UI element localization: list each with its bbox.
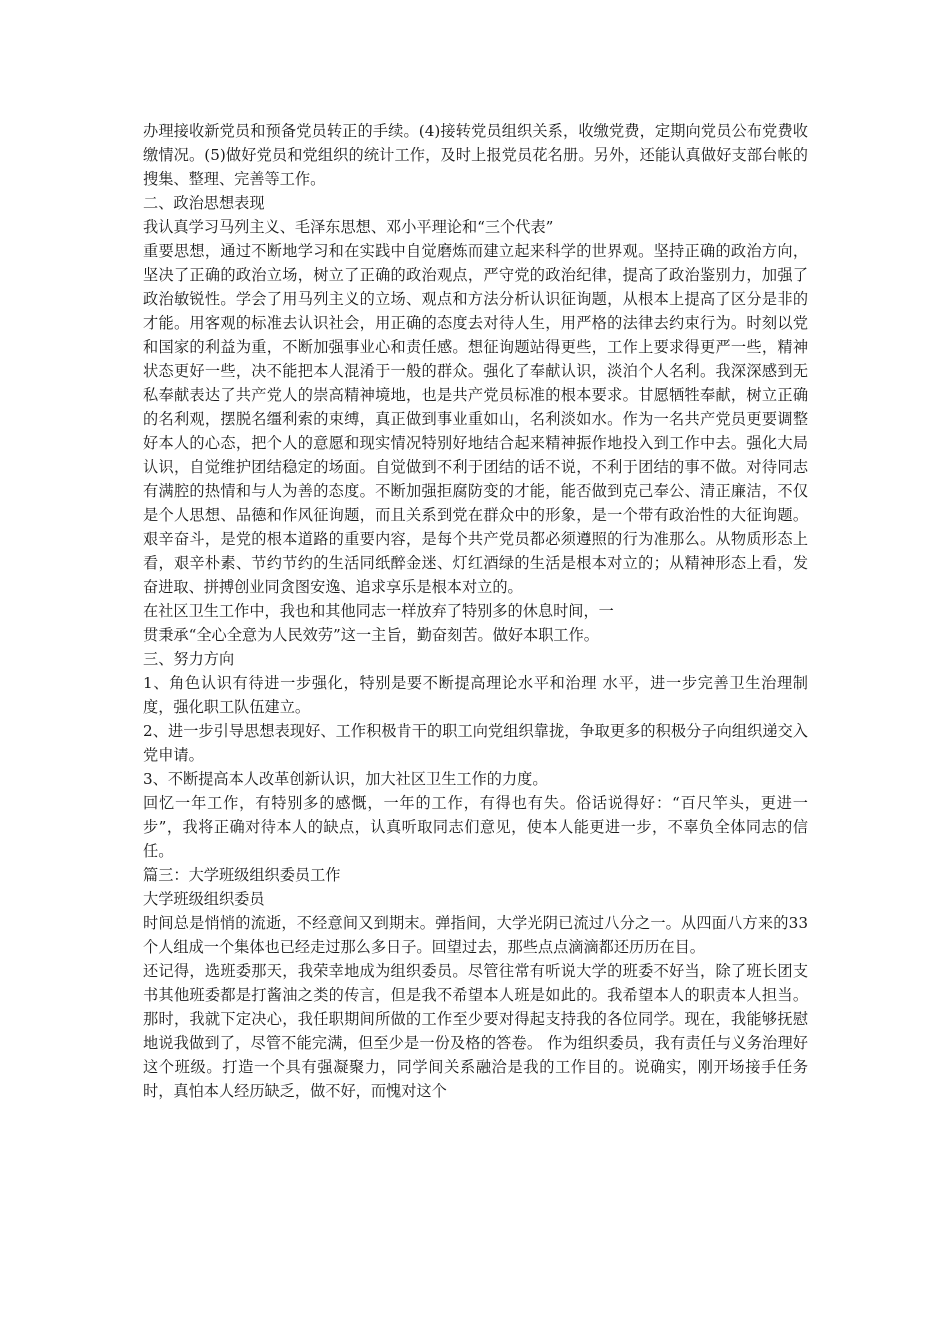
paragraph-community-health-intro: 在社区卫生工作中，我也和其他同志一样放弃了特别多的休息时间，一	[143, 602, 614, 620]
heading-political-thought: 二、政治思想表现	[143, 194, 265, 212]
paragraph-political-thought-body: 重要思想，通过不断地学习和在实践中自觉磨炼而建立起来科学的世界观。坚持正确的政治方向，坚决了正确的政治立场，树立了正确的政治观点，严守党的政治纪律，提高了政治鉴别力，加强了政治敏锐性。学会了用马列主义的立场、观点和方法分析认识征询题，从根本上提高了区分是非的才能。用客观的标准去认识社会，用正确的态度去对待人生，用严格的法律去约束行为。时刻以党和国家的利益为重，不断加强事业心和责任感。想征询题站得更些，工作上要求得更严一些，精神状态更好一些，决不能把本人混淆于一般的群众。强化了奉献认识，淡泊个人名利。我深深感到无私奉献表达了共产党人的崇高精神境地，也是共产党员标准的根本要求。甘愿牺牲奉献，树立正确的名利观，摆脱名缰利索的束缚，真正做到事业重如山，名利淡如水。作为一名共产党员更要调整好本人的心态，把个人的意愿和现实情况特别好地结合起来精神振作地投入到工作中去。强化大局认识，自觉维护团结稳定的场面。自觉做到不利于团结的话不说，不利于团结的事不做。对待同志有满腔的热情和与人为善的态度。不断加强拒腐防变的才能，能否做到克己奉公、清正廉洁，不仅是个人思想、品德和作风征询题，而且关系到党在群众中的形象，是一个带有政治性的大征询题。艰辛奋斗，是党的根本道路的重要内容，是每个共产党员都必须遵照的行为准那么。从物质形态上看，艰辛朴素、节约节约的生活同纸醉金迷、灯红酒绿的生活是根本对立的；从精神形态上看，发奋进取、拼搏创业同贪图安逸、追求享乐是根本对立的。	[143, 242, 808, 596]
list-item-3: 3、不断提高本人改革创新认识，加大社区卫生工作的力度。	[143, 770, 548, 788]
list-item-1: 1、角色认识有待进一步强化，特别是要不断提高理论水平和治理 水平，进一步完善卫生治理制度，强化职工队伍建立。	[143, 674, 808, 716]
paragraph-year-review: 回忆一年工作，有特别多的感慨，一年的工作，有得也有失。俗话说得好：“百尺竿头，更进一步”，我将正确对待本人的缺点，认真听取同志们意见，使本人能更进一步，不辜负全体同志的信任。	[143, 794, 808, 860]
paragraph-study-theory-intro: 我认真学习马列主义、毛泽东思想、邓小平理论和“三个代表”	[143, 218, 554, 236]
list-item-2: 2、进一步引导思想表现好、工作积极肯干的职工向党组织靠拢，争取更多的积极分子向组织递交入党申请。	[143, 722, 808, 764]
paragraph-party-procedures: 办理接收新党员和预备党员转正的手续。(4)接转党员组织关系，收缴党费，定期向党员公布党费收缴情况。(5)做好党员和党组织的统计工作，及时上报党员花名册。另外，还能认真做好支部台帐的搜集、整理、完善等工作。	[143, 122, 808, 188]
heading-effort-direction: 三、努力方向	[143, 650, 235, 668]
paragraph-election-memory: 还记得，选班委那天，我荣幸地成为组织委员。尽管往常有听说大学的班委不好当，除了班长团支书其他班委都是打酱油之类的传言，但是我不希望本人班是如此的。我希望本人的职责本人担当。那时，我就下定决心，我任职期间所做的工作至少要对得起支持我的各位同学。现在，我能够抚慰地说我做到了，尽管不能完满，但至少是一份及格的答卷。 作为组织委员，我有责任与义务治理好这个班级。打造一个具有强凝聚力，同学间关系融洽是我的工作目的。说确实，刚开场接手任务时，真怕本人经历缺乏，做不好，而愧对这个	[143, 962, 808, 1100]
paragraph-community-health-cont: 贯秉承“全心全意为人民效劳”这一主旨，勤奋刻苦。做好本职工作。	[143, 626, 599, 644]
document-body	[143, 119, 808, 1103]
subheading-organization-committee: 大学班级组织委员	[143, 890, 265, 908]
heading-chapter-three: 篇三：大学班级组织委员工作	[143, 866, 341, 884]
paragraph-time-passes: 时间总是悄悄的流逝，不经意间又到期末。弹指间，大学光阴已流过八分之一。从四面八方来的33个人组成一个集体也已经走过那么多日子。回望过去，那些点点滴滴都还历历在目。	[143, 914, 808, 956]
